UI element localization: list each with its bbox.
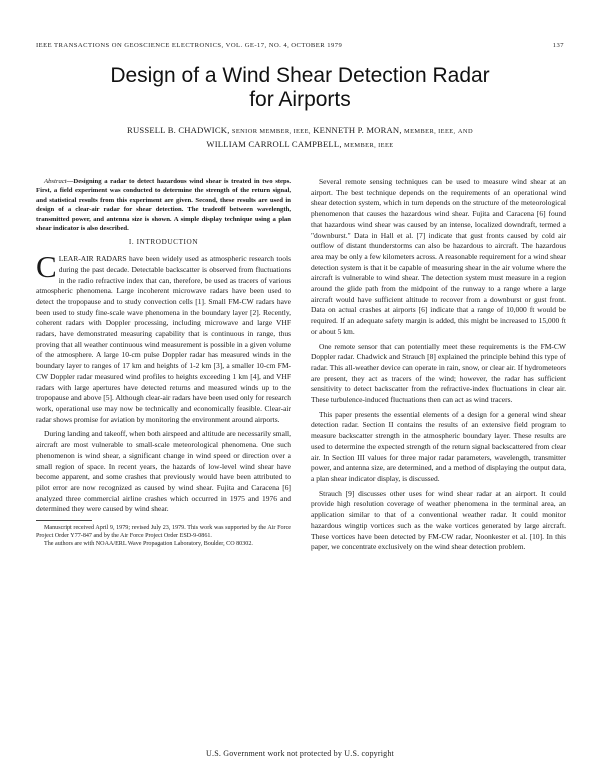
right-column [311,177,566,557]
abstract [36,177,291,233]
paper-title [0,64,600,112]
footnotes [36,520,291,548]
author-name: KENNETH P. MORAN, [313,125,402,135]
footnote-affiliation: The authors are with NOAA/ERL Wave Propagation Laboratory, Boulder, CO 80302. [44,541,253,548]
body-paragraph: Strauch [9] discusses other uses for wind shear radar at an airport. It could provide high resolution coverage of weather phenomena in the terminal area, an application similar to that of a conventional weather radar. It could monitor hazardous wingtip vortices such as the wake vortices generated by large aircraft. These vortices have been detected by FM-CW radar, Noonkester et al. [10]. In this paper, we concentrate exclusively on the wind shear detection problem. [311,488,566,552]
footnote-manuscript: Manuscript received April 9, 1979; revised July 23, 1979. This work was supported by the Air Force Project Order Y77-847 and by the Air Force Project Order ESD-9-0861. [36,525,291,540]
copyright-footer: U.S. Government work not protected by U.S. copyright [206,749,394,758]
author-list [40,124,560,152]
abstract-label: Abstract [44,178,67,185]
author-name: WILLIAM CARROLL CAMPBELL, [206,139,342,149]
drop-cap: C [36,249,57,285]
intro-paragraph-2: During landing and takeoff, when both airspeed and altitude are necessarily small, aircraft are most vulnerable to small-scale meteorological phenomena. One such phenomenon is wind shear, a significant change in wind speed or direction over a small region of space. In recent years, the hazards of low-level wind shear have become apparent, and some crashes that previously would have been attributed to pilot error are now recognized as caused by wind shear. Fujita and Caracena [6] analyzed three commercial airline crashes which occurred in 1975 and 1976 and determined they were caused by wind shear. [36,429,291,514]
running-header [36,42,564,54]
author-membership: MEMBER, IEEE [344,142,394,149]
title-line-1: Design of a Wind Shear Detection Radar [110,64,490,87]
body-paragraph: Several remote sensing techniques can be used to measure wind shear at an airport. The best technique depends on the requirements of an operational wind shear detection system, which in turn depends on the structure of the meteorological phenomenon that causes the hazardous wind shear. Fujita and Caracena [6] found that hazardous wind shear was caused by an intense, localized downdraft, termed a "downburst." Data in Hall et al. [7] indicate that gust fronts caused by cold air outflow of distant thunderstorms can also be hazardous to aircraft. The hazardous area may be only a few kilometers across. A reasonable requirement for a wind shear detection system is that it be capable of measuring shear in the air volume where the aircraft is vulnerable to wind shear. The detection system must measure in a region around the glide path from the midpoint of the runway to a range where a large aircraft would have sufficient altitude to recover from a downburst or gust front. Data on actual crashes at airports [6] indicate that a range of 10,000 ft would be required. If an adequate safety margin is added, this might be increased to 15,000 ft or about 5 km. [311,177,566,336]
author-membership: SENIOR MEMBER, IEEE, [231,128,311,135]
abstract-text: —Designing a radar to detect hazardous wind shear is treated in two steps. First, a field experiment was conducted to determine the strength of the return signal, and statistical results from this experiment are given. Second, these results are used in design of a clear-air radar for shear detection. The tradeoff between wavelength, transmitted power, and antenna size is shown. A simple display technique using a plan shear indicator is also described. [36,178,291,233]
author-name: RUSSELL B. CHADWICK, [127,125,230,135]
left-column [36,177,291,548]
journal-citation: IEEE TRANSACTIONS ON GEOSCIENCE ELECTRONICS, VOL. GE-17, NO. 4, OCTOBER 1979 [36,42,343,49]
intro-paragraph-1 [36,249,291,425]
section-heading: I. INTRODUCTION [128,238,199,247]
paragraph-text: LEAR-AIR RADARS have been widely used as atmospheric research tools during the past decade. Detectable backscatter is observed from fluctuations in the radio refractive index that can, therefore, be used as tracers of various atmospheric phenomena. Large incoherent microwave radars have been used to detect the tropopause and to study convection cells [1]. Small FM-CW radars have been used to study fine-scale wave phenomena in the boundary layer [2]. Recently, coherent radars with Doppler processing, including microwave and large VHF radars, have demonstrated measuring capability that is continuous in range, thus proving that all weather continuous wind measurement is possible in a given volume of the atmosphere. A large 10-cm pulse Doppler radar has measured winds in the boundary layer to ranges of 17 km and heights of 1-2 km [3], a smaller 10-cm FM-CW Doppler radar measured wind profiles to heights exceeding 1 km [4], and VHF radars with large apertures have detected returns and measured winds up to the tropopause and above [5]. Although clear-air radars have been used only for research work, operational use may now be technically and economically feasible. Clear-air radar shows promise for aviation by monitoring the environment around airports. [36,254,291,424]
page-number: 137 [552,42,564,49]
author-conjunction: AND [457,128,473,135]
title-line-2: for Airports [249,88,351,111]
author-membership: MEMBER, IEEE, [404,128,456,135]
body-paragraph: This paper presents the essential elements of a design for a general wind shear detection radar. Section II contains the results of an extensive field program to measure backscatter strength in the atmospheric boundary layer. These results are used to determine the expected strength of the return signal backscattered from clear air. In Section III values for three major radar parameters, wavelength, transmitter power, and antenna size, are determined, and a method of displaying the output data, a plan shear indicator display, is discussed. [311,409,566,483]
footnote-rule [36,520,92,521]
body-paragraph: One remote sensor that can potentially meet these requirements is the FM-CW Doppler radar. Chadwick and Strauch [8] explained the principle behind this type of radar. This all-weather device can operate in rain, snow, or clear air. If hydrometeors are present, they act as tracers of the wind; however, the radar has sufficient sensitivity to detect backscatter from the refractive-index fluctuations in clear air. These turbulence-induced fluctuations then can act as wind tracers. [311,341,566,405]
